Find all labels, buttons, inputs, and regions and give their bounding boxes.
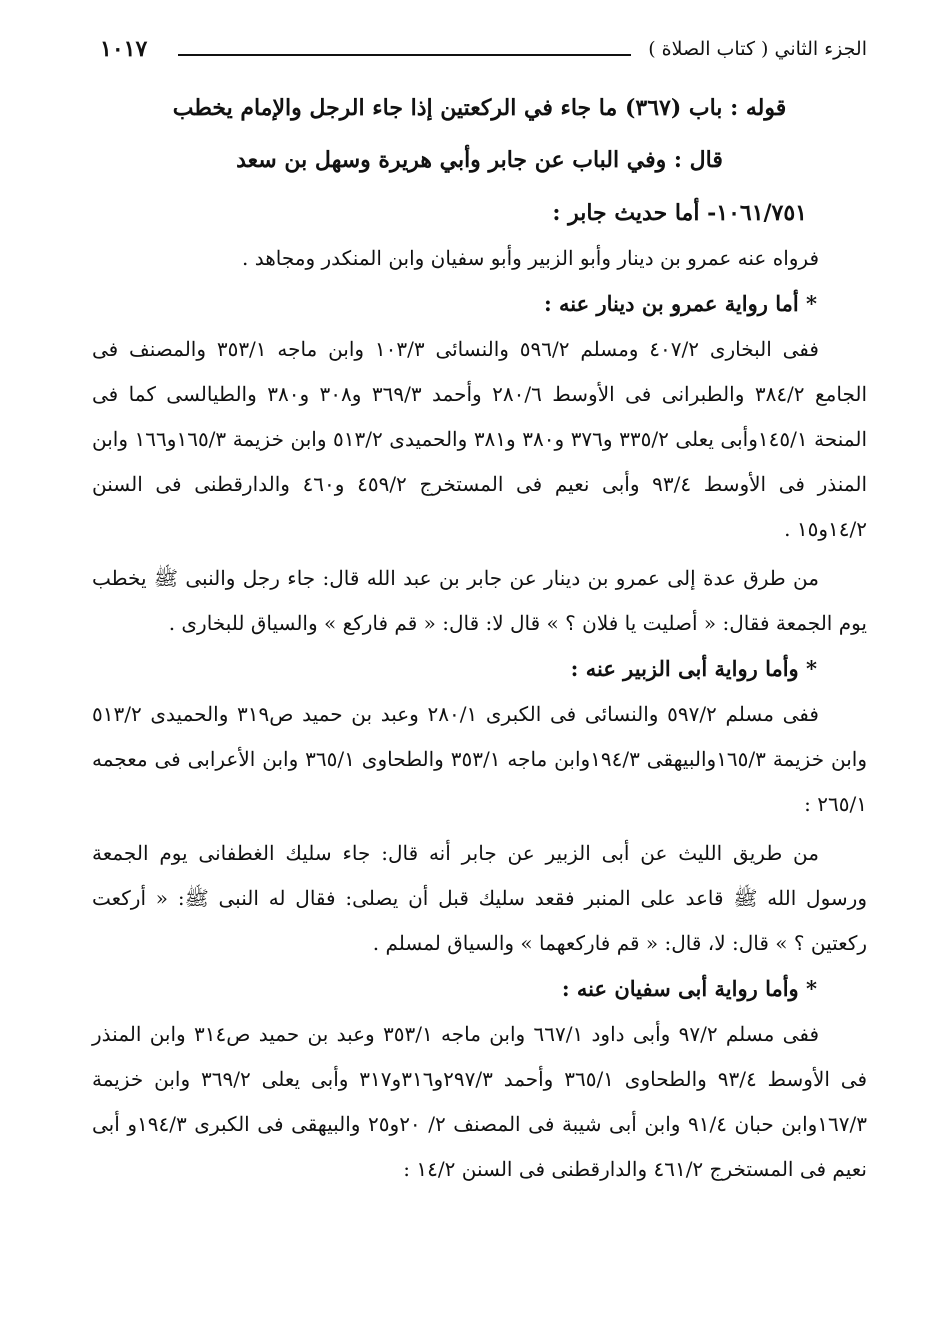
section-heading: * وأما رواية أبى سفيان عنه : bbox=[561, 976, 817, 1001]
section-amr-ibn-dinar bbox=[92, 281, 867, 646]
section-abu-sufyan bbox=[92, 966, 867, 1192]
page-number: ١٠١٧ bbox=[100, 36, 148, 62]
section-sources: ففى مسلم ٥٩٧/٢ والنسائى فى الكبرى ٢٨٠/١ وعبد بن حميد ص٣١٩ والحميدى ٥١٣/٢ وابن خزيمة ١٦٥/٣والبيهقى ١٩٤/٣وابن ماجه ٣٥٣/١ والطحاوى ٣٦٥/١ وابن الأعرابى فى معجمه ٢٦٥/١ : bbox=[92, 702, 867, 816]
running-header-title: الجزء الثاني ( كتاب الصلاة ) bbox=[648, 38, 867, 60]
section-narration: من طريق الليث عن أبى الزبير عن جابر أنه قال: جاء سليك الغطفانى يوم الجمعة ورسول الله ﷺ قاعد على المنبر فقعد سليك قبل أن يصلى: فقال له النبى ﷺ: « أركعت ركعتين ؟ » قال: لا، قال: « قم فاركعهما » والسياق لمسلم . bbox=[92, 841, 867, 955]
section-narration: من طرق عدة إلى عمرو بن دينار عن جابر بن عبد الله قال: جاء رجل والنبى ﷺ يخطب يوم الجمعة فقال: « أصليت يا فلان ؟ » قال لا: قال: « قم فاركع » والسياق للبخارى . bbox=[92, 566, 867, 635]
section-heading: * أما رواية عمرو بن دينار عنه : bbox=[543, 291, 817, 316]
hadith-intro: فرواه عنه عمرو بن دينار وأبو الزبير وأبو سفيان وابن المنكدر ومجاهد . bbox=[242, 246, 819, 270]
section-abu-al-zubayr bbox=[92, 646, 867, 966]
running-header bbox=[92, 32, 867, 76]
chapter-subtitle: قال : وفي الباب عن جابر وأبي هريرة وسهل بن سعد bbox=[236, 147, 723, 173]
section-heading: * وأما رواية أبى الزبير عنه : bbox=[570, 656, 817, 681]
section-sources: ففى البخارى ٤٠٧/٢ ومسلم ٥٩٦/٢ والنسائى ١٠٣/٣ وابن ماجه ٣٥٣/١ والمصنف فى الجامع ٣٨٤/٢ والطبرانى فى الأوسط ٢٨٠/٦ وأحمد ٣٦٩/٣ و٣٠٨ و٣٨٠ والطيالسى كما فى المنحة ١٤٥/١وأبى يعلى ٣٣٥/٢ و٣٧٦ و٣٨٠ و٣٨١ والحميدى ٥١٣/٢ وابن خزيمة ١٦٥/٣و١٦٦ وابن المنذر فى الأوسط ٩٣/٤ وأبى نعيم فى المستخرج ٤٥٩/٢ و٤٦٠ والدارقطنى فى السنن ١٤/٢و١٥ . bbox=[92, 337, 868, 541]
book-page bbox=[92, 32, 867, 1192]
section-sources: ففى مسلم ٩٧/٢ وأبى داود ٦٦٧/١ وابن ماجه ٣٥٣/١ وعبد بن حميد ص٣١٤ وابن المنذر فى الأوسط ٩٣/٤ والطحاوى ٣٦٥/١ وأحمد ٢٩٧/٣و٣١٦و٣١٧ وأبى يعلى ٣٦٩/٢ وابن خزيمة ١٦٧/٣وابن حبان ٩١/٤ وابن أبى شيبة فى المصنف ٢/ ٢٠و٢٥ والبيهقى فى الكبرى ١٩٤/٣و أبى نعيم فى المستخرج ٤٦١/٢ والدارقطنى فى السنن ١٤/٢ : bbox=[92, 1022, 868, 1181]
chapter-title: قوله : باب (٣٦٧) ما جاء في الركعتين إذا جاء الرجل والإمام يخطب bbox=[172, 95, 787, 121]
hadith-heading: ١٠٦١/٧٥١- أما حديث جابر : bbox=[552, 200, 807, 226]
header-rule bbox=[178, 54, 631, 56]
